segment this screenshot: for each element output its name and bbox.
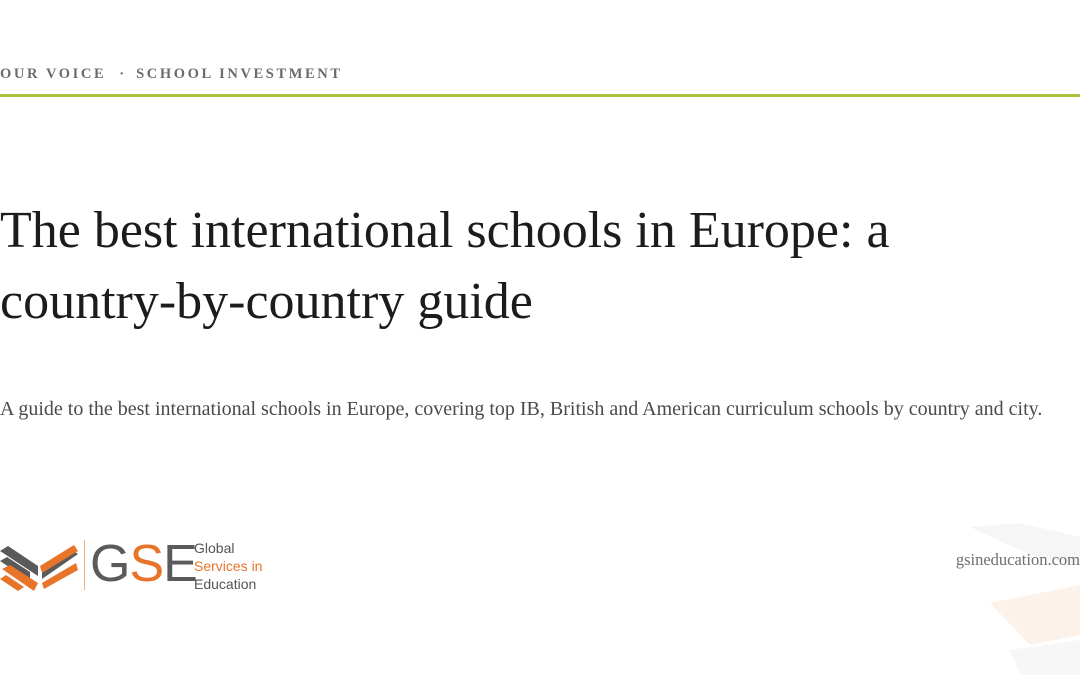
gse-book-logo-icon — [0, 539, 78, 591]
logo-divider — [84, 540, 85, 590]
article-subtitle: A guide to the best international schools in Europe, covering top IB, British and American curriculum schools by country and city. — [0, 398, 1043, 420]
background-watermark — [970, 515, 1080, 675]
logo-line-global: Global — [194, 540, 235, 556]
logo-letter-s: S — [129, 535, 164, 593]
logo-tagline — [194, 539, 262, 593]
logo-letter-g: G — [90, 535, 130, 593]
website-link[interactable]: gsineducation.com — [955, 550, 1080, 569]
category-school-investment[interactable]: SCHOOL INVESTMENT — [136, 65, 343, 82]
logo-line-services: Services in — [194, 558, 263, 574]
logo-letter-e: E — [163, 535, 197, 593]
category-our-voice[interactable]: OUR VOICE — [0, 65, 107, 82]
logo-wordmark — [90, 534, 197, 594]
breadcrumb-separator: · — [119, 65, 125, 82]
header-divider — [0, 94, 1080, 97]
article-title: The best international schools in Europe: a country-by-country guide — [0, 202, 890, 330]
logo-line-education: Education — [194, 576, 257, 592]
brand-logo — [0, 534, 300, 596]
category-breadcrumb — [0, 65, 343, 83]
